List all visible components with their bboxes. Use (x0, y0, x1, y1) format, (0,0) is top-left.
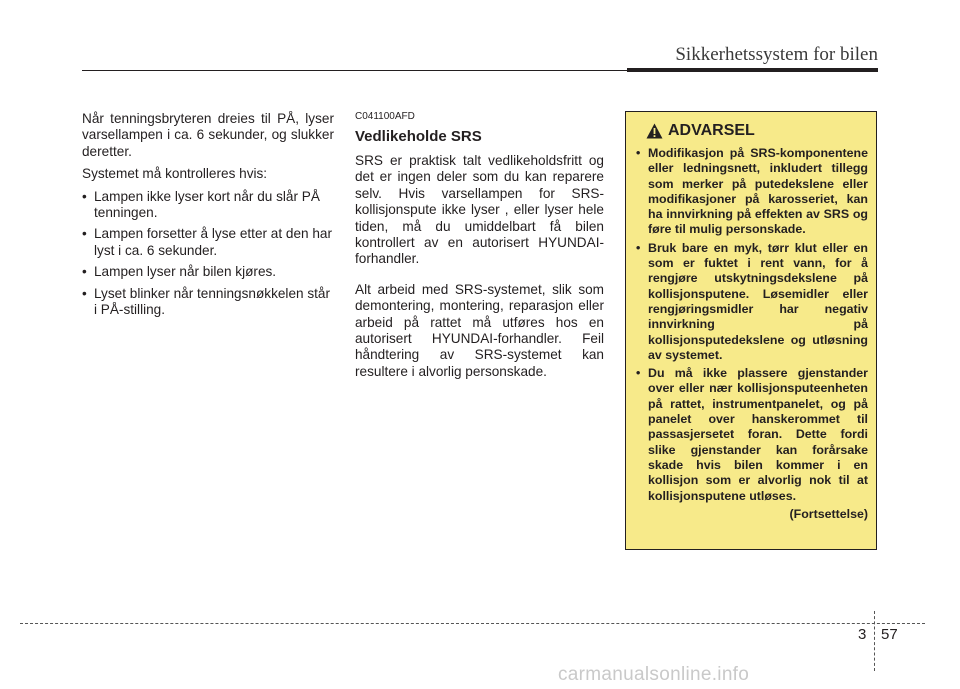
footer-rule (20, 623, 925, 624)
watermark: carmanualsonline.info (558, 664, 750, 685)
warning-list (636, 146, 868, 504)
bullet: • (82, 188, 87, 204)
warning-triangle-icon (646, 123, 663, 139)
warning-title: ADVARSEL (668, 122, 755, 139)
warning-header (646, 120, 868, 142)
warning-item: • Bruk bare en myk, tørr klut eller en som er fuktet i rent vann, for å rengjøre utskytningsdekslene på kollisjonsputene. Løsemidler eller rengjøringsmidler har negativ innvirkning på kollisjonsputedekslene og utløsning av systemet. (636, 240, 868, 362)
left-column (82, 111, 334, 323)
intro-paragraph: Når tenningsbryteren dreies til PÅ, lyser varsellampen i ca. 6 sekunder, og slukker deretter. (82, 111, 334, 159)
middle-column (355, 111, 604, 386)
warning-item: • Modifikasjon på SRS-komponentene eller ledningsnett, inkludert tillegg som merker på putedekslene eller modifikasjoner på karosseriet, kan ha innvirkning på effekten av SRS og føre til mulig personskade. (636, 146, 868, 237)
list-item: • Lyset blinker når tenningsnøkkelen står i PÅ-stilling. (82, 285, 330, 318)
header-rule-thick (627, 68, 878, 72)
bullet: • (82, 226, 87, 242)
header-rule-thin (82, 70, 627, 71)
page-number-separator (874, 611, 875, 671)
section-title: Vedlikeholde SRS (355, 128, 482, 145)
check-intro: Systemet må kontrolleres hvis: (82, 166, 268, 182)
maintenance-paragraph-2: Alt arbeid med SRS-systemet, slik som demontering, montering, reparasjon eller arbeid på rattet må utføres hos en autorisert HYUNDAI-forhandler. Feil håndtering av SRS-systemet kan resultere i alvorlig personskade. (355, 281, 604, 379)
list-item: • Lampen forsetter å lyse etter at den har lyst i ca. 6 sekunder. (82, 226, 333, 258)
maintenance-paragraph-1: SRS er praktisk talt vedlikeholdsfritt og det er ingen deler som du kan reparere selv. Hvis varsellampen for SRS-kollisjonspute ikke lyser , eller lyser hele tiden, må du umiddelbart få bilen kontrollert av en autorisert HYUNDAI-forhandler. (355, 153, 604, 267)
bullet: • (82, 264, 87, 280)
warning-box (625, 111, 877, 550)
list-item: • Lampen ikke lyser kort når du slår PÅ tenningen. (82, 188, 320, 221)
warning-item: • Du må ikke plassere gjenstander over eller nær kollisjonsputeenheten på rattet, instrumentpanelet, og på panelet over hanskerommet til passasjersetet foran. Dette fordi slike gjenstander kan forårsake skade hvis bilen kommer i en kollisjon som er alvorlig nok til at kollisjonsputene utløses. (636, 366, 868, 503)
section-code: C041100AFD (355, 111, 415, 122)
bullet: • (636, 240, 641, 255)
list-item: • Lampen lyser når bilen kjøres. (82, 264, 277, 280)
page-number: 57 (881, 626, 898, 643)
bullet: • (82, 285, 87, 301)
check-list (82, 189, 334, 319)
bullet: • (636, 146, 641, 160)
bullet: • (636, 366, 641, 381)
page-section-number: 3 (858, 626, 867, 643)
continued-label: (Fortsettelse) (789, 506, 868, 521)
page-header-title: Sikkerhetssystem for bilen (675, 44, 878, 65)
